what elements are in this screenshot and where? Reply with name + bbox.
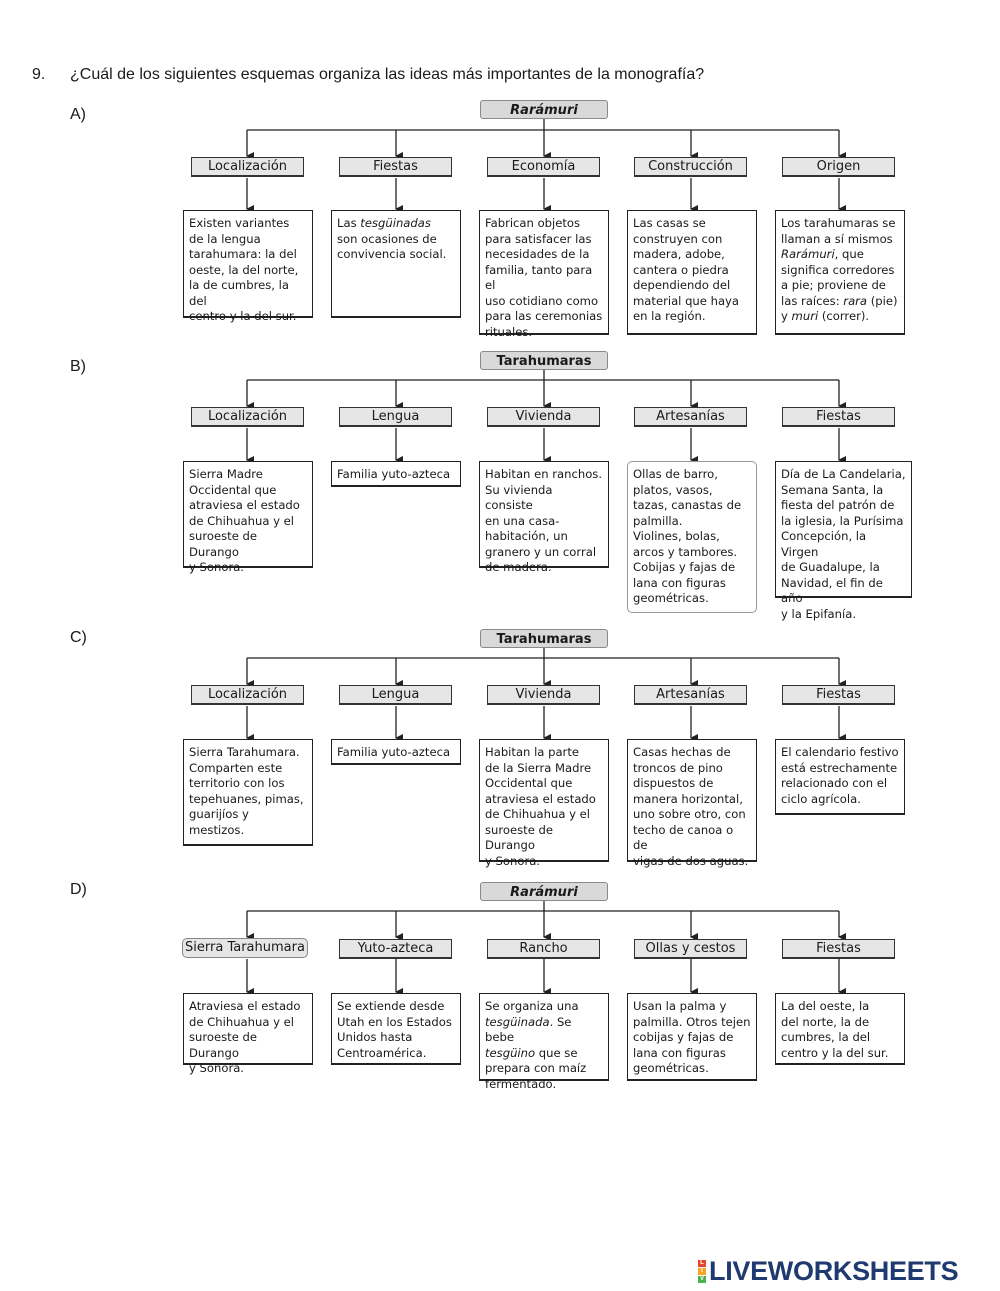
option-letter: C)	[70, 629, 87, 646]
category-box: Localización	[191, 685, 304, 705]
description-box: Existen variantes de la lengua tarahumara: la del oeste, la del norte, la de cumbres, la del centro y la del sur.	[183, 210, 313, 318]
root-node: Tarahumaras	[480, 629, 608, 648]
category-box: Ollas y cestos	[634, 939, 747, 959]
category-box: Localización	[191, 407, 304, 427]
description-box: La del oeste, la del norte, la de cumbres, la del centro y la del sur.	[775, 993, 905, 1065]
description-box: Habitan en ranchos. Su vivienda consiste en una casa- habitación, un granero y un corral de madera.	[479, 461, 609, 568]
liveworksheets-logo	[698, 1255, 959, 1286]
category-box: Economía	[487, 157, 600, 177]
category-box: Lengua	[339, 407, 452, 427]
description-box: Se extiende desde Utah en los Estados Unidos hasta Centroamérica.	[331, 993, 461, 1065]
category-box: Lengua	[339, 685, 452, 705]
question-number: 9.	[32, 66, 46, 83]
category-box: Fiestas	[339, 157, 452, 177]
option-letter: D)	[70, 881, 87, 898]
description-box: Familia yuto-azteca	[331, 739, 461, 765]
description-box: Usan la palma y palmilla. Otros tejen cobijas y fajas de lana con figuras geométricas.	[627, 993, 757, 1081]
logo-icon-letter: I	[698, 1268, 706, 1275]
description-box: Las casas se construyen con madera, adobe, cantera o piedra dependiendo del material que haya en la región.	[627, 210, 757, 335]
category-box: Vivienda	[487, 407, 600, 427]
logo-icon	[698, 1260, 706, 1283]
category-box: Vivienda	[487, 685, 600, 705]
question-text: ¿Cuál de los siguientes esquemas organiza las ideas más importantes de la monografía?	[70, 66, 705, 83]
option-letter: A)	[70, 106, 86, 123]
description-box: Fabrican objetos para satisfacer las necesidades de la familia, tanto para el uso cotidiano como para las ceremonias rituales.	[479, 210, 609, 335]
description-box: Día de La Candelaria, Semana Santa, la fiesta del patrón de la iglesia, la Purísima Concepción, la Virgen de Guadalupe, la Navidad, el fin de año y la Epifanía.	[775, 461, 912, 598]
description-box: Habitan la parte de la Sierra Madre Occidental que atraviesa el estado de Chihuahua y el suroeste de Durango y Sonora.	[479, 739, 609, 862]
logo-icon-letter: L	[698, 1260, 706, 1267]
description-box: Se organiza una tesgüinada. Se bebe tesgüino que se prepara con maíz fermentado.	[479, 993, 609, 1081]
category-box: Localización	[191, 157, 304, 177]
description-box: Ollas de barro, platos, vasos, tazas, canastas de palmilla. Violines, bolas, arcos y tambores. Cobijas y fajas de lana con figuras geométricas.	[627, 461, 757, 613]
description-box: Familia yuto-azteca	[331, 461, 461, 487]
category-box: Construcción	[634, 157, 747, 177]
description-box: Atraviesa el estado de Chihuahua y el suroeste de Durango y Sonora.	[183, 993, 313, 1065]
root-node: Tarahumaras	[480, 351, 608, 370]
description-box: Los tarahumaras se llaman a sí mismos Rarámuri, que significa corredores a pie; proviene de las raíces: rara (pie) y muri (correr).	[775, 210, 905, 335]
category-box: Artesanías	[634, 685, 747, 705]
category-box: Sierra Tarahumara	[182, 938, 308, 958]
description-box: Sierra Madre Occidental que atraviesa el estado de Chihuahua y el suroeste de Durango y Sonora.	[183, 461, 313, 568]
root-node: Rarámuri	[480, 882, 608, 901]
description-box: Las tesgüinadas son ocasiones de convivencia social.	[331, 210, 461, 318]
description-box: El calendario festivo está estrechamente relacionado con el ciclo agrícola.	[775, 739, 905, 815]
category-box: Fiestas	[782, 939, 895, 959]
description-box: Sierra Tarahumara. Comparten este territorio con los tepehuanes, pimas, guarijíos y mestizos.	[183, 739, 313, 846]
description-box: Casas hechas de troncos de pino dispuestos de manera horizontal, uno sobre otro, con techo de canoa o de vigas de dos aguas.	[627, 739, 757, 862]
category-box: Rancho	[487, 939, 600, 959]
logo-text: LIVEWORKSHEETS	[709, 1255, 959, 1286]
category-box: Fiestas	[782, 685, 895, 705]
option-letter: B)	[70, 358, 86, 375]
root-node: Rarámuri	[480, 100, 608, 119]
category-box: Artesanías	[634, 407, 747, 427]
logo-icon-letter: V	[699, 1275, 704, 1282]
category-box: Yuto-azteca	[339, 939, 452, 959]
category-box: Fiestas	[782, 407, 895, 427]
category-box: Origen	[782, 157, 895, 177]
